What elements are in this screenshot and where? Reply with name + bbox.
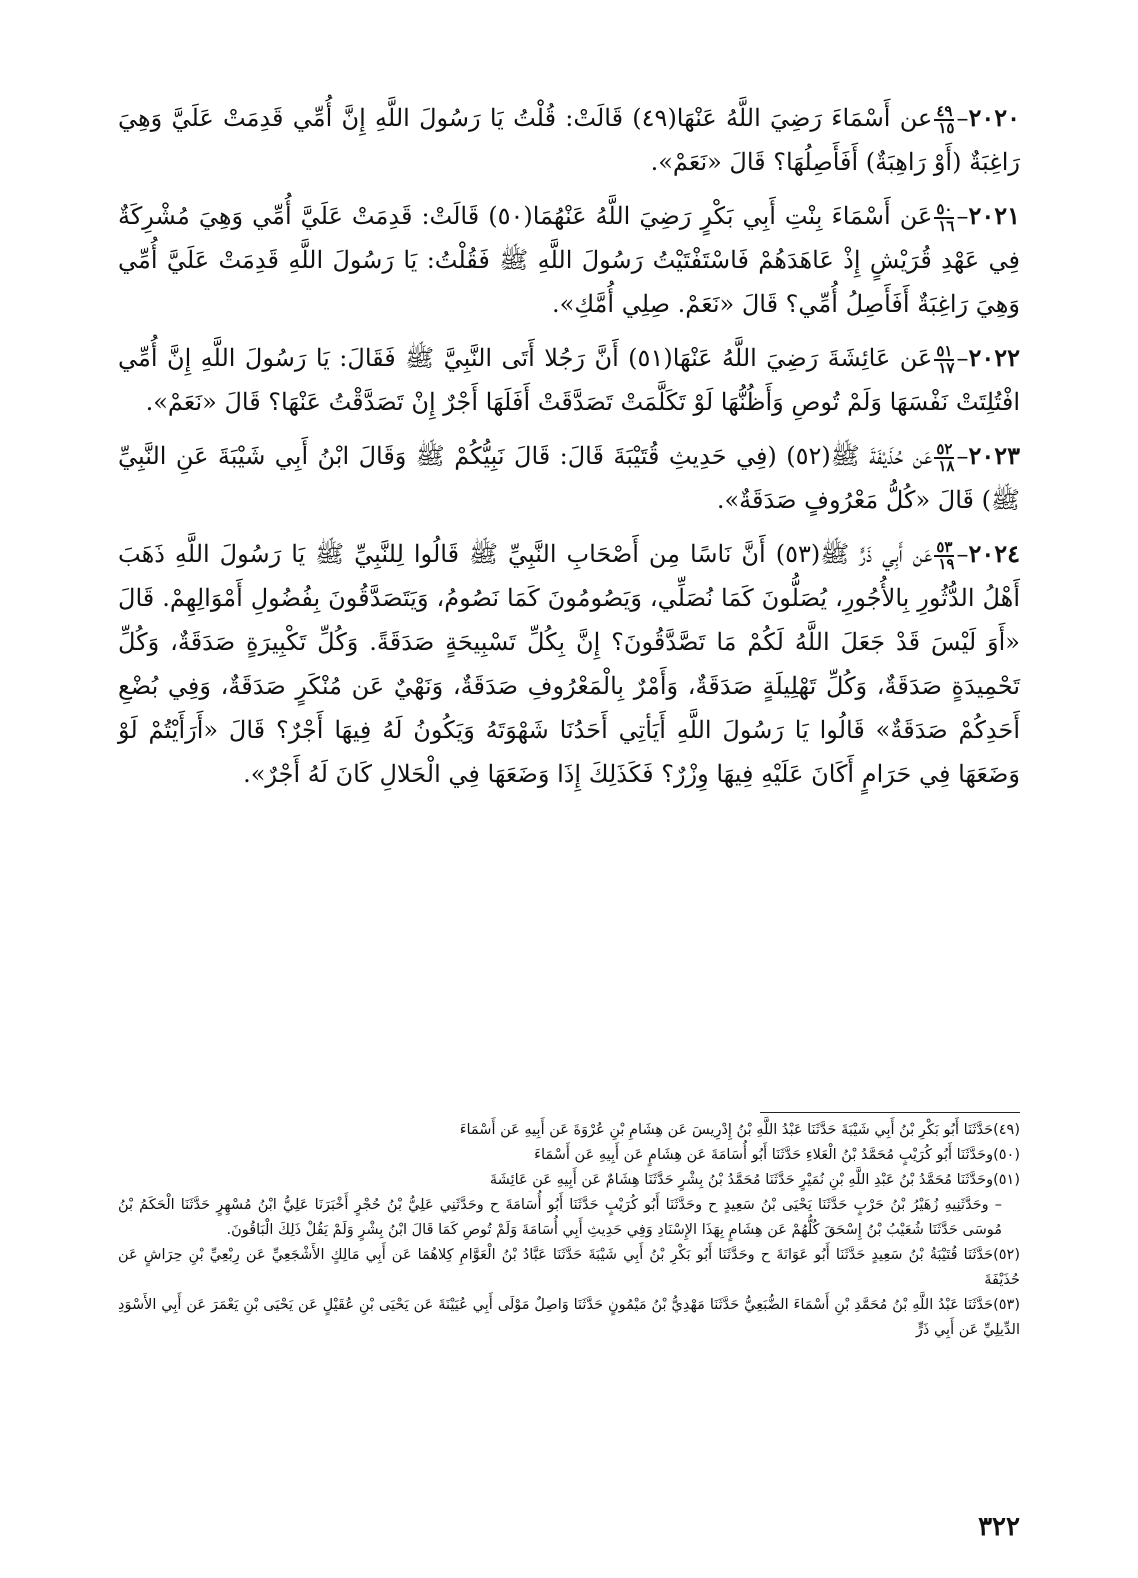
fraction-bottom: ١٦ [938,216,955,235]
hadith-2021: ٢٠٢١– $\frac{٥٠}{١٦}$ عَن أَسْمَاءَ بِنْتِ أَبِي بَكْرٍ رَضِيَ اللَّهُ عَنْهُمَا(٥٠) قَالَتْ: قَدِمَتْ عَلَيَّ أُمِّي وَهِيَ مُشْرِكَةٌ فِي عَهْدِ قُرَيْشٍ إِذْ عَاهَدَهُمْ فَاسْتَفْتَيْتُ رَسُولَ اللَّهِ ﷺ فَقُلْتُ: يَا رَسُولَ اللَّهِ قَدِمَتْ عَلَيَّ أُمِّي وَهِيَ رَاغِبَةٌ أَفَأَصِلُ أُمِّي؟ قَالَ «نَعَمْ. صِلِي أُمَّكِ». [118,199,1020,318]
fraction-bottom: ١٨ [938,456,955,475]
fraction-top: ٥١ [936,341,953,360]
fraction-top: ٥٣ [936,537,953,556]
fraction-top: ٥٢ [936,439,953,458]
hadith-2023: ٢٠٢٣– $\frac{٥٢}{١٨}$ عَن حُذَيْفَةَ ﷺ(٥٢) (فِي حَدِيثِ قُتَيْبَةَ قَالَ: قَالَ نَبِيُّكُمْ ﷺ وَقَالَ ابْنُ أَبِي شَيْبَةَ عَنِ النَّبِيِّ ﷺ) قَالَ «كُلُّ مَعْرُوفٍ صَدَقَةٌ». [118,439,1021,514]
hadith-number: ٢٠٢٠ [968,103,1020,132]
footnote-50: (٥٠)وحَدَّثَنَا أَبُو كُرَيْبٍ مُحَمَّدُ بْنُ الْعَلاءِ حَدَّثَنَا أَبُو أُسَامَةَ عَن هِشَامٍ عَن أَبِيهِ عَن أَسْمَاءَ [534,1147,1020,1163]
cross-reference-fraction [934,341,955,377]
footnote-53: (٥٣)حَدَّثَنَا عَبْدُ اللَّهِ بْنُ مُحَمَّدِ بْنِ أَسْمَاءَ الضُّبَعِيُّ حَدَّثَنَا مَهْدِيُّ بْنُ مَيْمُونٍ حَدَّثَنَا وَاصِلٌ مَوْلَى أَبِي عُيَيْنَةَ عَن يَحْيَى بْنِ عُقَيْلٍ عَن يَحْيَى بْنِ يَعْمَرَ عَن أَبِي الأَسْوَدِ الدِّيلِيِّ عَن أَبِي ذَرٍّ [118,1297,1020,1338]
hadith-text: عَن حُذَيْفَةَ ﷺ(٥٢) (فِي حَدِيثِ قُتَيْبَةَ قَالَ: قَالَ نَبِيُّكُمْ ﷺ وَقَالَ ابْنُ أَبِي شَيْبَةَ عَنِ النَّبِيِّ ﷺ) قَالَ «كُلُّ مَعْرُوفٍ صَدَقَةٌ». [118,442,1020,514]
fraction-bottom: ١٧ [938,358,955,377]
page-number: ٣٢٢ [978,1512,1020,1542]
fraction-bottom: ١٩ [938,554,955,573]
hadith-list [118,96,1020,806]
footnote-49: (٤٩)حَدَّثَنَا أَبُو بَكْرِ بْنُ أَبِي شَيْبَةَ حَدَّثَنَا عَبْدُ اللَّهِ بْنُ إِدْرِيسَ عَن هِشَامِ بْنِ عُرْوَةَ عَن أَبِيهِ عَن أَسْمَاءَ [459,1122,1020,1138]
cross-reference-fraction [934,101,955,137]
hadith-number: ٢٠٢٢ [968,343,1020,372]
footnotes [118,1118,1020,1343]
fraction-top: ٥٠ [936,199,953,218]
hadith-2022: ٢٠٢٢– $\frac{٥١}{١٧}$ عَن عَائِشَةَ رَضِيَ اللَّهُ عَنْهَا(٥١) أَنَّ رَجُلا أَتَى النَّبِيَّ ﷺ فَقَالَ: يَا رَسُولَ اللَّهِ إِنَّ أُمِّي افْتُلِتَتْ نَفْسَهَا وَلَمْ تُوصِ وَأَظُنُّهَا لَوْ تَكَلَّمَتْ تَصَدَّقَتْ أَفَلَهَا أَجْرٌ إِنْ تَصَدَّقْتُ عَنْهَا؟ قَالَ «نَعَمْ». [118,341,1020,416]
hadith-number: ٢٠٢٣ [968,441,1021,470]
footnote-divider [760,1112,1020,1113]
hadith-text: عن أَسْمَاءَ رَضِيَ اللَّهُ عَنْهَا(٤٩) قَالَتْ: قُلْتُ يَا رَسُولَ اللَّهِ إِنَّ أُمِّي قَدِمَتْ عَلَيَّ وَهِيَ رَاغِبَةٌ (أَوْ رَاهِبَةٌ) أَفَأَصِلُهَا؟ قَالَ «نَعَمْ». [118,104,1020,176]
fraction-bottom: ١٥ [938,118,955,137]
hadith-text: عَن أَسْمَاءَ بِنْتِ أَبِي بَكْرٍ رَضِيَ اللَّهُ عَنْهُمَا(٥٠) قَالَتْ: قَدِمَتْ عَلَيَّ أُمِّي وَهِيَ مُشْرِكَةٌ فِي عَهْدِ قُرَيْشٍ إِذْ عَاهَدَهُمْ فَاسْتَفْتَيْتُ رَسُولَ اللَّهِ ﷺ فَقُلْتُ: يَا رَسُولَ اللَّهِ قَدِمَتْ عَلَيَّ أُمِّي وَهِيَ رَاغِبَةٌ أَفَأَصِلُ أُمِّي؟ قَالَ «نَعَمْ. صِلِي أُمَّكِ». [118,202,1020,318]
cross-reference-fraction [934,537,955,573]
hadith-text: عَن أَبِي ذَرٍّ ﷺ(٥٣) أَنَّ نَاسًا مِن أَصْحَابِ النَّبِيِّ ﷺ قَالُوا لِلنَّبِيِّ ﷺ يَا رَسُولَ اللَّهِ ذَهَبَ أَهْلُ الدُّثُورِ بِالأُجُورِ، يُصَلُّونَ كَمَا نُصَلِّي، وَيَصُومُونَ كَمَا نَصُومُ، وَيَتَصَدَّقُونَ بِفُضُولِ أَمْوَالِهِمْ. قَالَ «أَوَ لَيْسَ قَدْ جَعَلَ اللَّهُ لَكُمْ مَا تَصَّدَّقُونَ؟ إِنَّ بِكُلِّ تَسْبِيحَةٍ صَدَقَةً. وَكُلِّ تَكْبِيرَةٍ صَدَقَةٌ، وَكُلِّ تَحْمِيدَةٍ صَدَقَةٌ، وَكُلِّ تَهْلِيلَةٍ صَدَقَةٌ، وَأَمْرٌ بِالْمَعْرُوفِ صَدَقَةٌ، وَنَهْيٌ عَن مُنْكَرٍ صَدَقَةٌ، وَفِي بُضْعِ أَحَدِكُمْ صَدَقَةٌ» قَالُوا يَا رَسُولَ اللَّهِ أَيَأتِي أَحَدُنَا شَهْوَتَهُ وَيَكُونُ لَهُ فِيهَا أَجْرٌ؟ قَالَ «أَرَأَيْتُمْ لَوْ وَضَعَهَا فِي حَرَامٍ أَكَانَ عَلَيْهِ فِيهَا وِزْرٌ؟ فَكَذَلِكَ إِذَا وَضَعَهَا فِي الْحَلالِ كَانَ لَهُ أَجْرٌ». [118,540,1020,788]
cross-reference-fraction [934,439,955,475]
footnote-51-continuation: – وحَدَّثَنِيهِ زُهَيْرُ بْنُ حَرْبٍ حَدَّثَنَا يَحْيَى بْنُ سَعِيدٍ ح وحَدَّثَنَا أَبُو كُرَيْبٍ حَدَّثَنَا أَبُو أُسَامَةَ ح وحَدَّثَنِي عَلِيُّ بْنُ حُجْرٍ أَخْبَرَنَا عَلِيُّ ابْنُ مُسْهِرٍ حَدَّثَنَا الْحَكَمُ بْنُ مُوسَى حَدَّثَنَا شُعَيْبُ بْنُ إِسْحَقَ كُلُّهُمْ عَن هِشَامٍ بِهَذَا الإِسْنَادِ وَفِي حَدِيثِ أَبِي أُسَامَةَ وَلَمْ تُوصِ كَمَا قَالَ ابْنُ بِشْرٍ وَلَمْ يَقُلْ ذَلِكَ الْبَاقُونَ. [118,1197,1002,1238]
footnote-51: (٥١)وحَدَّثَنَا مُحَمَّدُ بْنُ عَبْدِ اللَّهِ بْنِ نُمَيْرٍ حَدَّثَنَا مُحَمَّدُ بْنُ بِشْرٍ حَدَّثَنَا هِشَامٌ عَن أَبِيهِ عَن عَائِشَةَ [489,1172,1020,1188]
cross-reference-fraction [934,199,955,235]
hadith-2024: ٢٠٢٤– $\frac{٥٣}{١٩}$ عَن أَبِي ذَرٍّ ﷺ(٥٣) أَنَّ نَاسًا مِن أَصْحَابِ النَّبِيِّ ﷺ قَالُوا لِلنَّبِيِّ ﷺ يَا رَسُولَ اللَّهِ ذَهَبَ أَهْلُ الدُّثُورِ بِالأُجُورِ، يُصَلُّونَ كَمَا نُصَلِّي، وَيَصُومُونَ كَمَا نَصُومُ، وَيَتَصَدَّقُونَ بِفُضُولِ أَمْوَالِهِمْ. قَالَ «أَوَ لَيْسَ قَدْ جَعَلَ اللَّهُ لَكُمْ مَا تَصَّدَّقُونَ؟ إِنَّ بِكُلِّ تَسْبِيحَةٍ صَدَقَةً. وَكُلِّ تَكْبِيرَةٍ صَدَقَةٌ، وَكُلِّ تَحْمِيدَةٍ صَدَقَةٌ، وَكُلِّ تَهْلِيلَةٍ صَدَقَةٌ، وَأَمْرٌ بِالْمَعْرُوفِ صَدَقَةٌ، وَنَهْيٌ عَن مُنْكَرٍ صَدَقَةٌ، وَفِي بُضْعِ أَحَدِكُمْ صَدَقَةٌ» قَالُوا يَا رَسُولَ اللَّهِ أَيَأتِي أَحَدُنَا شَهْوَتَهُ وَيَكُونُ لَهُ فِيهَا أَجْرٌ؟ قَالَ «أَرَأَيْتُمْ لَوْ وَضَعَهَا فِي حَرَامٍ أَكَانَ عَلَيْهِ فِيهَا وِزْرٌ؟ فَكَذَلِكَ إِذَا وَضَعَهَا فِي الْحَلالِ كَانَ لَهُ أَجْرٌ». [118,537,1020,788]
hadith-number: ٢٠٢١ [968,201,1020,230]
hadith-2020: ٢٠٢٠– $\frac{٤٩}{١٥}$ عن أَسْمَاءَ رَضِيَ اللَّهُ عَنْهَا(٤٩) قَالَتْ: قُلْتُ يَا رَسُولَ اللَّهِ إِنَّ أُمِّي قَدِمَتْ عَلَيَّ وَهِيَ رَاغِبَةٌ (أَوْ رَاهِبَةٌ) أَفَأَصِلُهَا؟ قَالَ «نَعَمْ». [118,101,1020,176]
footnote-52: (٥٢)حَدَّثَنَا قُتَيْبَةُ بْنُ سَعِيدٍ حَدَّثَنَا أَبُو عَوَانَةَ ح وحَدَّثَنَا أَبُو بَكْرِ بْنُ أَبِي شَيْبَةَ حَدَّثَنَا عَبَّادُ بْنُ الْعَوَّامِ كِلاهُمَا عَن أَبِي مَالِكٍ الأَشْجَعِيِّ عَن رِبْعِيِّ بْنِ حِرَاشٍ عَن حُذَيْفَةَ [118,1247,1020,1288]
fraction-top: ٤٩ [936,101,953,120]
hadith-text: عَن عَائِشَةَ رَضِيَ اللَّهُ عَنْهَا(٥١) أَنَّ رَجُلا أَتَى النَّبِيَّ ﷺ فَقَالَ: يَا رَسُولَ اللَّهِ إِنَّ أُمِّي افْتُلِتَتْ نَفْسَهَا وَلَمْ تُوصِ وَأَظُنُّهَا لَوْ تَكَلَّمَتْ تَصَدَّقَتْ أَفَلَهَا أَجْرٌ إِنْ تَصَدَّقْتُ عَنْهَا؟ قَالَ «نَعَمْ». [118,344,1020,416]
hadith-number: ٢٠٢٤ [968,539,1020,568]
